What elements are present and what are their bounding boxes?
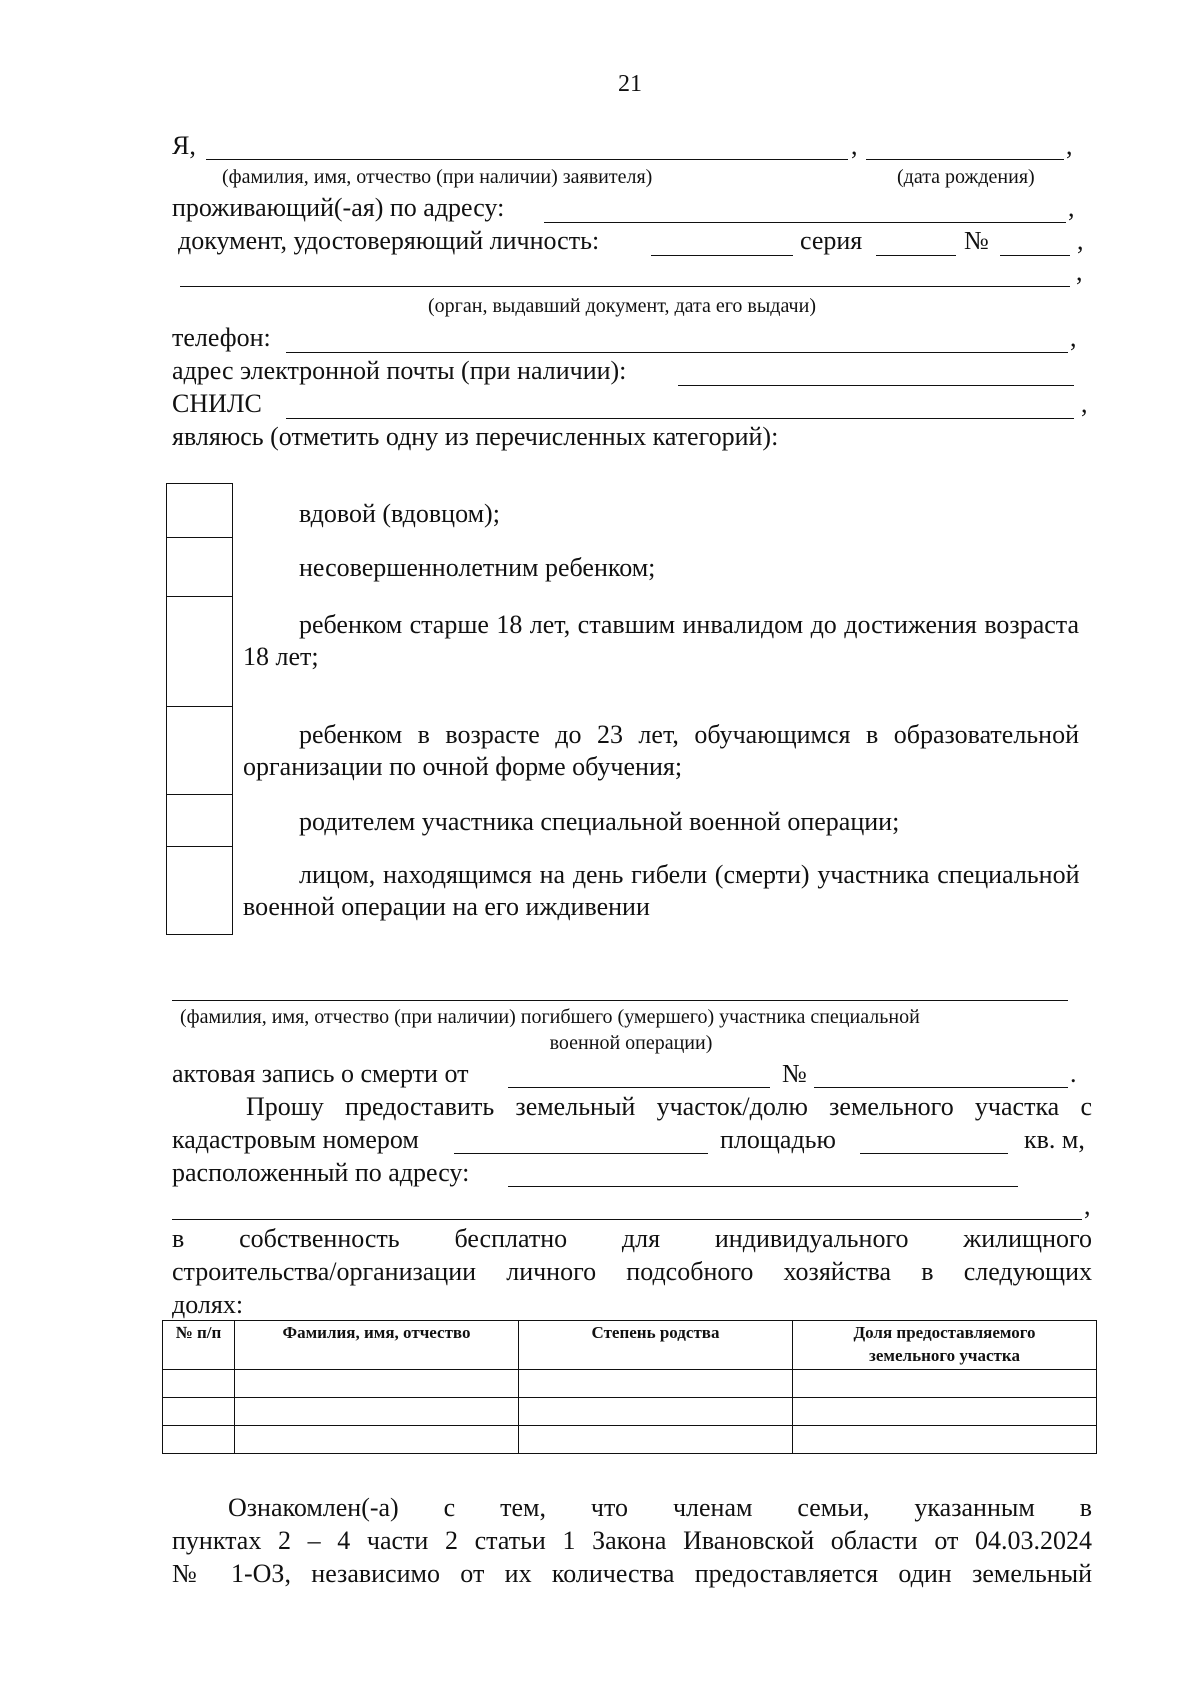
email-field[interactable]	[678, 385, 1074, 386]
deceased-fio-field[interactable]	[172, 1000, 1068, 1001]
header-share: Доля предоставляемого земельного участка	[793, 1321, 1097, 1370]
cell-share[interactable]	[793, 1398, 1097, 1426]
header-number: № п/п	[163, 1321, 235, 1370]
issuer-end: ,	[1076, 257, 1083, 286]
snils-end: ,	[1081, 389, 1088, 418]
plot-address-field[interactable]	[508, 1186, 1018, 1187]
cell-fio[interactable]	[235, 1398, 519, 1426]
birth-date-field[interactable]	[866, 159, 1064, 160]
address-label: проживающий(-ая) по адресу:	[172, 193, 505, 222]
area-field[interactable]	[860, 1153, 1008, 1154]
snils-label: СНИЛС	[172, 389, 262, 418]
email-label: адрес электронной почты (при наличии):	[172, 356, 627, 385]
category-label: ребенком в возрасте до 23 лет, обучающимся в образовательной организации по очной форме обучения;	[243, 719, 1079, 781]
cell-share[interactable]	[793, 1370, 1097, 1398]
request-para-line2: строительства/организации личного подсобного хозяйства в следующих	[172, 1257, 1092, 1286]
plot-address-field-2[interactable]	[172, 1219, 1082, 1220]
shares-table	[162, 1320, 1097, 1454]
series-field[interactable]	[876, 255, 956, 256]
cell-fio[interactable]	[235, 1370, 519, 1398]
cell-number[interactable]	[163, 1370, 235, 1398]
category-row	[167, 847, 1094, 935]
table-row	[163, 1370, 1097, 1398]
category-row	[167, 538, 1094, 597]
doc-type-field[interactable]	[651, 255, 793, 256]
category-label: несовершеннолетним ребенком;	[299, 552, 656, 582]
category-checkbox[interactable]	[167, 538, 233, 597]
category-label: лицом, находящимся на день гибели (смерти) участника специальной военной операции на его иждивении	[243, 859, 1080, 921]
request-para-line1: в собственность бесплатно для индивидуального жилищного	[172, 1224, 1092, 1253]
cell-fio[interactable]	[235, 1426, 519, 1454]
death-record-number-field[interactable]	[814, 1087, 1068, 1088]
cell-relation[interactable]	[519, 1398, 793, 1426]
table-row	[163, 1398, 1097, 1426]
area-label: площадью	[720, 1125, 836, 1154]
issuer-field[interactable]	[180, 286, 1070, 287]
category-label: родителем участника специальной военной операции;	[299, 806, 900, 836]
comma-2: ,	[1066, 131, 1073, 160]
category-checkbox[interactable]	[167, 847, 233, 935]
ack-line1: Ознакомлен(-а) с тем, что членам семьи, указанным в	[228, 1493, 1092, 1522]
fio-field[interactable]	[206, 159, 848, 160]
category-checkbox[interactable]	[167, 795, 233, 847]
header-fio: Фамилия, имя, отчество	[235, 1321, 519, 1370]
issuer-caption: (орган, выдавший документ, дата его выдачи)	[428, 295, 816, 317]
shares-table-header	[163, 1321, 1097, 1370]
phone-label: телефон:	[172, 323, 271, 352]
doc-number-label: №	[964, 226, 989, 255]
death-record-label: актовая запись о смерти от	[172, 1059, 469, 1088]
snils-field[interactable]	[286, 418, 1074, 419]
request-para-line3: долях:	[172, 1290, 244, 1319]
series-label: серия	[800, 226, 863, 255]
death-record-end: .	[1070, 1059, 1077, 1088]
category-checkbox[interactable]	[167, 484, 233, 538]
category-row	[167, 795, 1094, 847]
category-label: ребенком старше 18 лет, ставшим инвалидом до достижения возраста 18 лет;	[243, 609, 1079, 671]
address-end: ,	[1068, 193, 1075, 222]
deceased-caption-line1: (фамилия, имя, отчество (при наличии) погибшего (умершего) участника специальной	[180, 1006, 920, 1028]
death-record-date-field[interactable]	[508, 1087, 770, 1088]
deceased-caption-line2: военной операции)	[549, 1032, 713, 1054]
doc-label: документ, удостоверяющий личность:	[178, 226, 600, 255]
cell-number[interactable]	[163, 1398, 235, 1426]
page-number: 21	[618, 71, 642, 97]
doc-number-field[interactable]	[1000, 255, 1070, 256]
category-row	[167, 484, 1094, 538]
ack-line2: пунктах 2 – 4 части 2 статьи 1 Закона Ивановской области от 04.03.2024	[172, 1526, 1092, 1555]
header-relation: Степень родства	[519, 1321, 793, 1370]
category-checklist	[166, 483, 1094, 935]
request-line1: Прошу предоставить земельный участок/долю земельного участка с	[246, 1092, 1092, 1121]
ack-line3: № 1-ОЗ, независимо от их количества предоставляется один земельный	[172, 1559, 1092, 1588]
death-record-number-label: №	[782, 1059, 807, 1088]
cell-relation[interactable]	[519, 1370, 793, 1398]
cell-share[interactable]	[793, 1426, 1097, 1454]
birth-caption: (дата рождения)	[897, 166, 1035, 188]
plot-address-label: расположенный по адресу:	[172, 1158, 470, 1187]
cadastral-label: кадастровым номером	[172, 1125, 419, 1154]
category-row	[167, 707, 1094, 795]
plot-address-end: ,	[1084, 1191, 1091, 1220]
doc-end: ,	[1077, 226, 1084, 255]
address-field[interactable]	[544, 222, 1066, 223]
phone-field[interactable]	[286, 352, 1068, 353]
table-row	[163, 1426, 1097, 1454]
category-checkbox[interactable]	[167, 597, 233, 707]
fio-caption: (фамилия, имя, отчество (при наличии) заявителя)	[222, 166, 653, 188]
ya-label: Я,	[172, 131, 196, 160]
phone-end: ,	[1070, 323, 1077, 352]
area-unit: кв. м,	[1024, 1125, 1085, 1154]
category-label: вдовой (вдовцом);	[299, 498, 500, 528]
category-intro: являюсь (отметить одну из перечисленных категорий):	[172, 422, 779, 451]
cadastral-number-field[interactable]	[454, 1153, 708, 1154]
cell-relation[interactable]	[519, 1426, 793, 1454]
category-checkbox[interactable]	[167, 707, 233, 795]
cell-number[interactable]	[163, 1426, 235, 1454]
category-row	[167, 597, 1094, 707]
comma-1: ,	[851, 131, 858, 160]
